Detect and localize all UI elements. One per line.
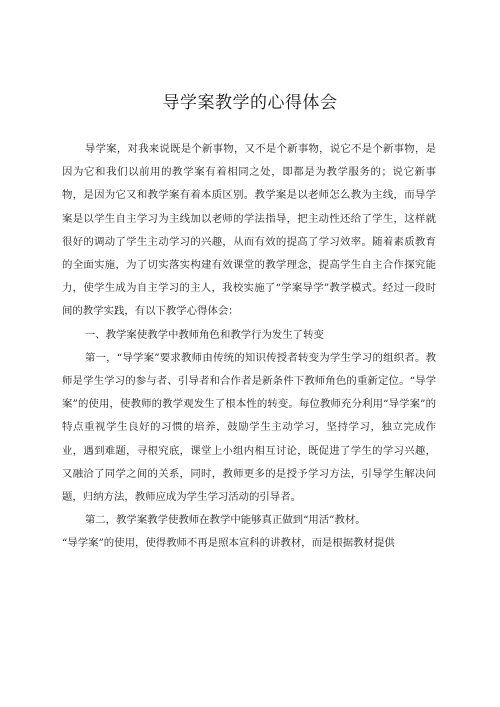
point-2-paragraph: “导学案”的使用，使得教师不再是照本宣科的讲教材，而是根据教材提供 [62, 537, 395, 550]
point-2-heading: 第二，教学案教学使教师在教学中能够真正做到“用活”教材。 [84, 514, 366, 527]
point-1-paragraph: 第一，“导学案”要求教师由传统的知识传授者转变为学生学习的组织者。教师是学生学习的参与者、引导者和合作者是新条件下教师角色的重新定位。“导学案”的使用，使教师的教学观发生了根本性的转变。每位教师充分利用“导学案”的特点重视学生良好的习惯的培养，鼓励学生主动学习，坚持学习，独立完成作业，遇到难题，寻根究底，课堂上小组内相互讨论，既促进了学生的学习兴趣，又融洽了同学之间的关系，同时，教师更多的是授予学习方法，引导学生解决问题，归纳方法，教师应成为学生学习活动的引导者。 [62, 351, 436, 504]
document-title: 导学案教学的心得体会 [162, 93, 338, 113]
document-body [62, 138, 436, 556]
section-heading-1: 一、教学案使教学中教师角色和教学行为发生了转变 [84, 328, 324, 341]
intro-paragraph: 导学案，对我来说既是个新事物，又不是个新事物，说它不是个新事物，是因为它和我们以前用的教学案有着相同之处，即都是为教学服务的；说它新事物，是因为它又和教学案有着本质区别。教学案是以老师怎么教为主线，而导学案是以学生自主学习为主线加以老师的学法指导，把主动性还给了学生，这样就很好的调动了学生主动学习的兴趣，从而有效的提高了学习效率。随着素质教育的全面实施，为了切实落实构建有效课堂的教学理念，提高学生自主合作探究能力，使学生成为自主学习的主人，我校实施了“学案导学”教学模式。经过一段时间的教学实践，有以下教学心得体会： [62, 143, 436, 318]
